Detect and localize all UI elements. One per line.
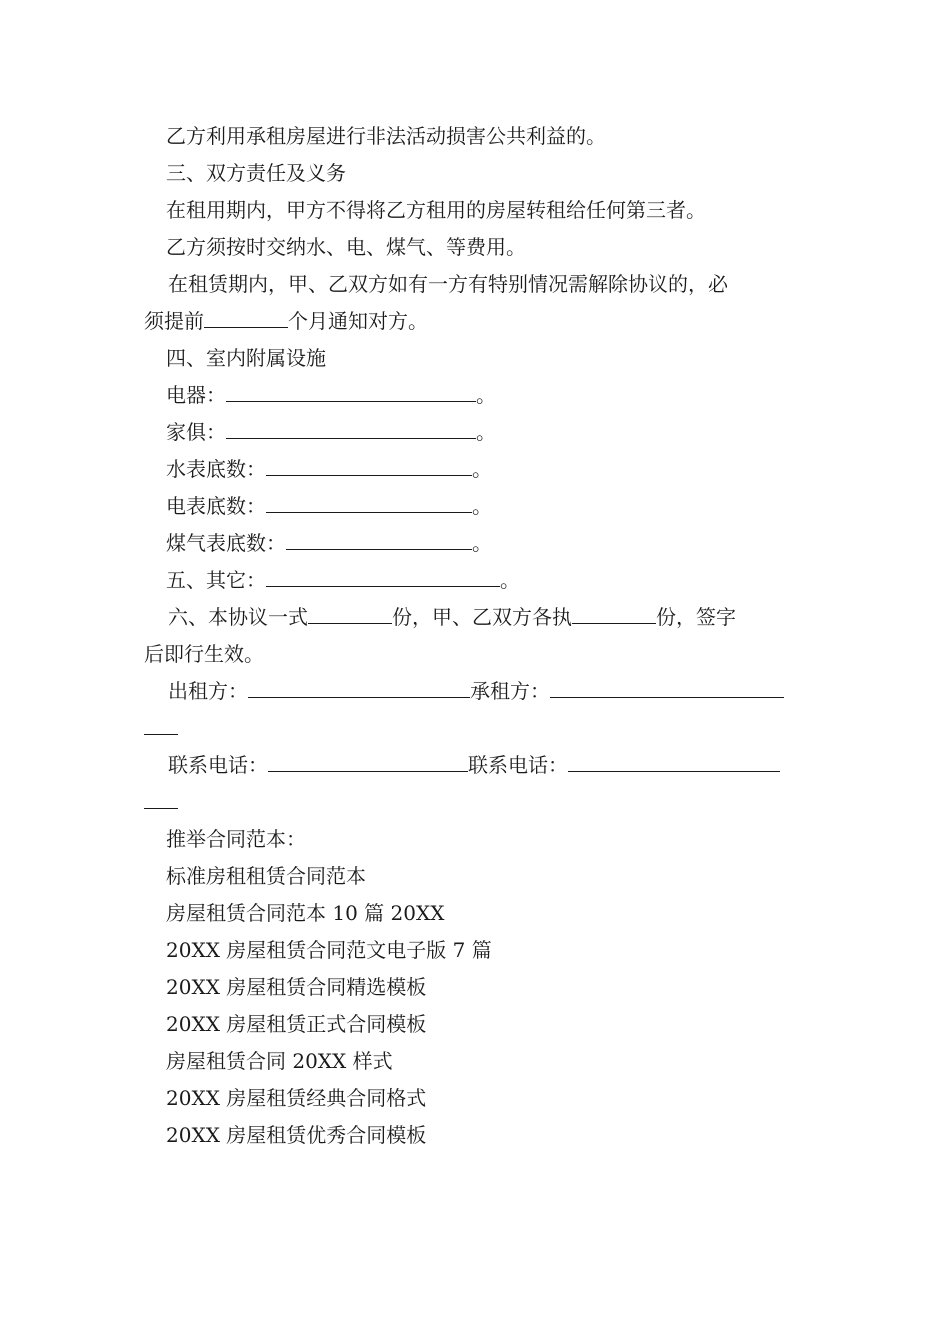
electric-meter-row xyxy=(144,488,808,525)
gas-meter-blank[interactable] xyxy=(286,527,472,550)
paragraph-no-sublet: 在租用期内，甲方不得将乙方租用的房屋转租给任何第三者。 xyxy=(166,198,706,222)
recommend-item[interactable]: 标准房租租赁合同范本 xyxy=(166,864,366,888)
section-5-period: 。 xyxy=(500,568,520,592)
tenant-phone-blank[interactable] xyxy=(568,749,780,772)
section-4-title: 四、室内附属设施 xyxy=(166,346,326,370)
electric-meter-label: 电表底数： xyxy=(166,494,266,518)
landlord-phone-label: 联系电话： xyxy=(168,753,268,777)
gas-meter-label: 煤气表底数： xyxy=(166,531,286,555)
phone-row xyxy=(144,747,808,784)
section-6-line2: 后即行生效。 xyxy=(144,642,264,666)
section-6-middle: 份，甲、乙双方各执 xyxy=(392,605,572,629)
section-6-suffix: 份，签字 xyxy=(656,605,736,629)
electric-meter-period: 。 xyxy=(472,494,492,518)
electric-meter-blank[interactable] xyxy=(266,490,472,513)
tenant-signature-blank[interactable] xyxy=(550,675,784,698)
furniture-row xyxy=(144,414,808,451)
appliance-blank[interactable] xyxy=(226,379,476,402)
section-5-label: 五、其它： xyxy=(166,568,266,592)
appliance-label: 电器： xyxy=(166,383,226,407)
copies-total-blank[interactable] xyxy=(308,601,392,624)
section-6-line1 xyxy=(144,599,808,636)
recommend-item[interactable]: 20XX 房屋租赁合同范文电子版 7 篇 xyxy=(166,938,492,962)
section-6-prefix: 六、本协议一式 xyxy=(168,605,308,629)
recommend-item[interactable]: 房屋租赁合同 20XX 样式 xyxy=(166,1049,393,1073)
furniture-period: 。 xyxy=(476,420,496,444)
furniture-label: 家俱： xyxy=(166,420,226,444)
tenant-signature-blank-tail xyxy=(144,712,178,735)
paragraph-termination-line2 xyxy=(144,303,808,340)
recommend-item[interactable]: 20XX 房屋租赁正式合同模板 xyxy=(166,1012,427,1036)
paragraph-utility-fees: 乙方须按时交纳水、电、煤气、等费用。 xyxy=(166,235,526,259)
furniture-blank[interactable] xyxy=(226,416,476,439)
other-terms-blank[interactable] xyxy=(266,564,500,587)
water-meter-blank[interactable] xyxy=(266,453,472,476)
tenant-phone-label: 联系电话： xyxy=(468,753,568,777)
tenant-label: 承租方： xyxy=(470,679,550,703)
appliance-row xyxy=(144,377,808,414)
recommend-item[interactable]: 房屋租赁合同范本 10 篇 20XX xyxy=(166,901,445,925)
landlord-signature-blank[interactable] xyxy=(248,675,470,698)
document-body xyxy=(144,118,808,1154)
phone-row-overflow xyxy=(144,784,808,821)
signature-row xyxy=(144,673,808,710)
recommend-item[interactable]: 20XX 房屋租赁优秀合同模板 xyxy=(166,1123,427,1147)
section-5-row xyxy=(144,562,808,599)
paragraph-illegal-use: 乙方利用承租房屋进行非法活动损害公共利益的。 xyxy=(166,124,606,148)
appliance-period: 。 xyxy=(476,383,496,407)
recommend-item[interactable]: 20XX 房屋租赁经典合同格式 xyxy=(166,1086,427,1110)
termination-prefix: 须提前 xyxy=(144,309,204,333)
paragraph-termination-line1: 在租赁期内，甲、乙双方如有一方有特别情况需解除协议的，必 xyxy=(168,272,728,296)
copies-each-blank[interactable] xyxy=(572,601,656,624)
water-meter-period: 。 xyxy=(472,457,492,481)
section-3-title: 三、双方责任及义务 xyxy=(166,161,346,185)
landlord-label: 出租方： xyxy=(168,679,248,703)
signature-row-overflow xyxy=(144,710,808,747)
water-meter-row xyxy=(144,451,808,488)
notice-months-blank[interactable] xyxy=(204,305,288,328)
tenant-phone-blank-tail xyxy=(144,786,178,809)
termination-suffix: 个月通知对方。 xyxy=(288,309,428,333)
recommend-item[interactable]: 20XX 房屋租赁合同精选模板 xyxy=(166,975,427,999)
gas-meter-period: 。 xyxy=(472,531,492,555)
water-meter-label: 水表底数： xyxy=(166,457,266,481)
gas-meter-row xyxy=(144,525,808,562)
recommend-title: 推举合同范本： xyxy=(166,827,306,851)
landlord-phone-blank[interactable] xyxy=(268,749,468,772)
